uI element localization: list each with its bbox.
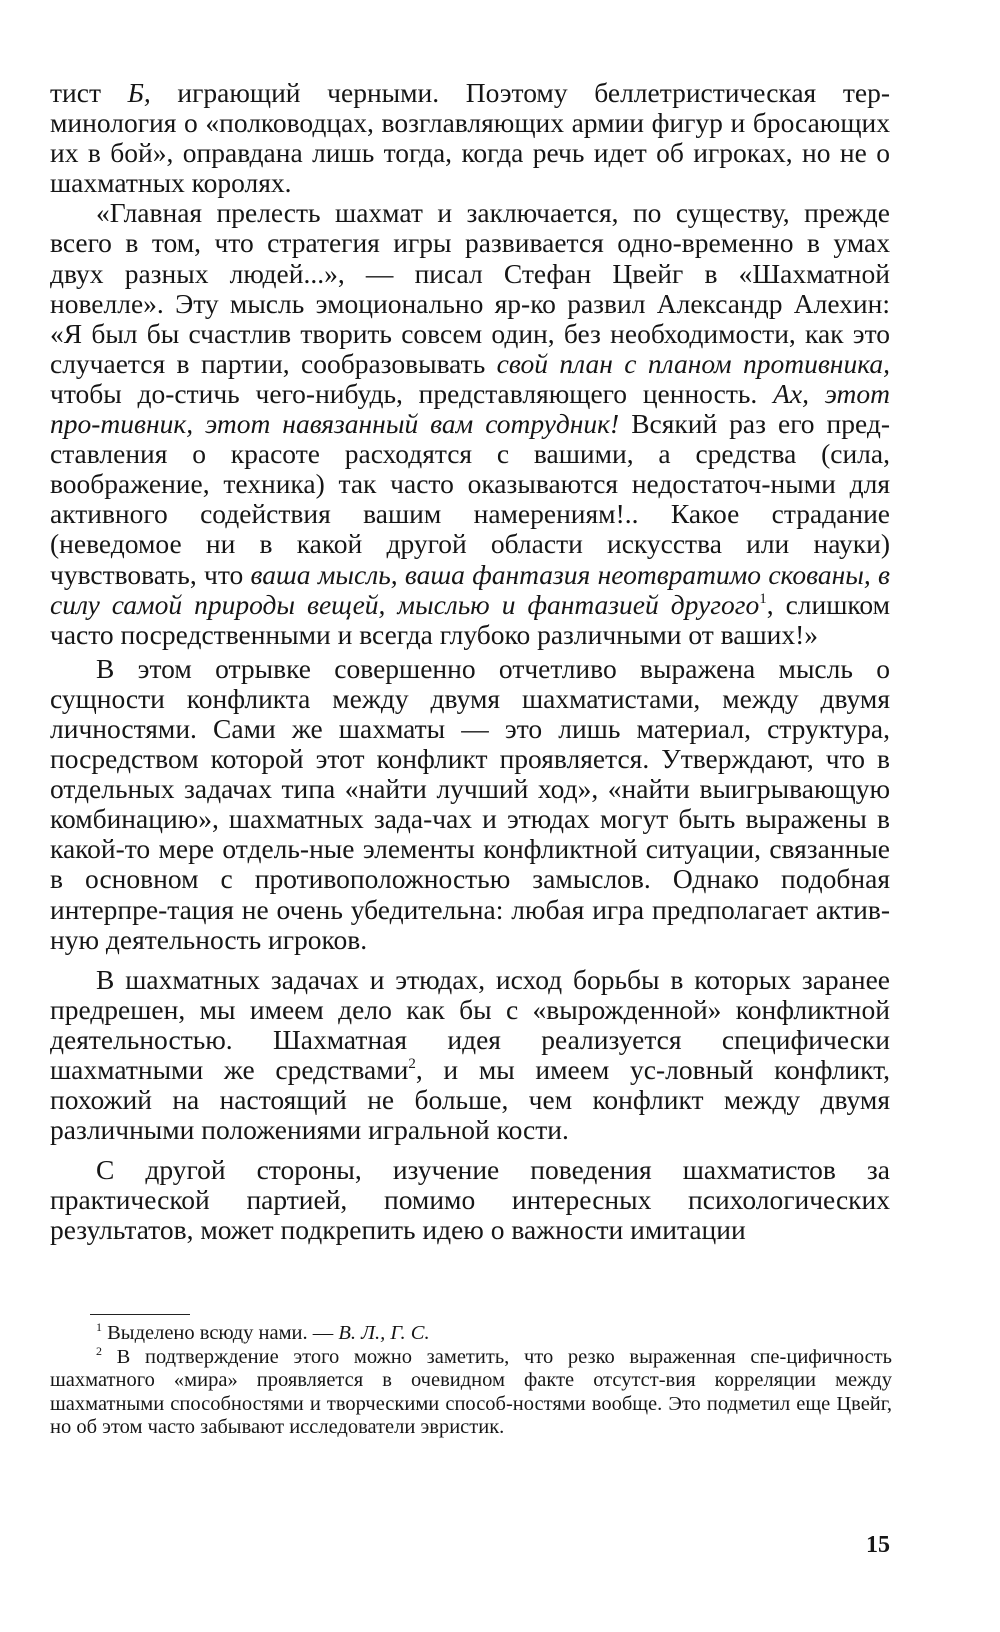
footnote-divider — [90, 1314, 190, 1315]
paragraph-continuation: тист Б, играющий черными. Поэтому беллетристическая тер-минология о «полководцах, возглавляющих армии фигур и бросающих их в бой», оправдана лишь тогда, когда речь идет об игроках, но не о шахматных королях. — [50, 77, 890, 199]
paragraph: В этом отрывке совершенно отчетливо выражена мысль о сущности конфликта между двумя шахматистами, между двумя личностями. Сами же шахматы — это лишь материал, структура, посредством которой этот конфликт проявляется. Утверждают, что в отдельных задачах типа «найти лучший ход», «найти выигрывающую комбинацию», шахматных зада-чах и этюдах могут быть выражены в какой-то мере отдель-ные элементы конфликтной ситуации, связанные в основном с противоположностью замыслов. Однако подобная интерпре-тация не очень убедительна: любая игра предполагает актив-ную деятельность игроков. — [50, 652, 890, 955]
main-text — [50, 78, 890, 1246]
italic-phrase: свой план с планом противника, — [496, 347, 891, 379]
footnote-ref: 1 — [759, 590, 767, 607]
paragraph: В шахматных задачах и этюдах, исход борьбы в которых заранее предрешен, мы имеем дело как бы с «вырожденной» конфликтной деятельностью. Шахматная идея реализуется специфически шахматными же средствами$^2$, и мы имеем ус-ловный конфликт, похожий на настоящий не больше, чем конфликт между двумя различными положениями игральной кости. — [50, 963, 890, 1146]
footnote-ref: 2 — [408, 1056, 416, 1072]
italic-phrase: Ах, этот про-тивник, этот навязанный вам сотрудник! — [50, 377, 890, 440]
footnote: $^1$ Выделено всюду нами. — В. Л., Г. С. — [96, 1320, 430, 1344]
footnote-marker: 2 — [96, 1343, 102, 1358]
paragraph: С другой стороны, изучение поведения шахматистов за практической партией, помимо интересных психологических результатов, может подкрепить идею о важности имитации — [50, 1154, 890, 1246]
page-number: 15 — [866, 1532, 890, 1558]
italic-phrase: ваша мысль, ваша фантазия неотвратимо скованы, в силу самой природы вещей, мыслью и фантазией другого — [50, 558, 890, 620]
footnote-marker: 1 — [96, 1320, 102, 1334]
paragraph-quote: «Главная прелесть шахмат и заключается, по существу, прежде всего в том, что стратегия игры развивается одно-временно в умах двух разных людей...», — писал Стефан Цвейг в «Шахматной новелле». Эту мысль эмоционально яр-ко развил Александр Алехин: «Я был бы счастлив творить совсем один, без необходимости, как это случается в партии, сообразовывать свой план с планом противника, чтобы до-стичь чего-нибудь, представляющего ценность. Ах, этот про-тивник, этот навязанный вам сотрудник! Всякий раз его пред-ставления о красоте расходятся с вашими, а средства (сила, воображение, техника) так часто оказываются недостаточ-ными для активного содействия вашим намерениям!.. Какое страдание (неведомое ни в какой другой области искусства или науки) чувствовать, что ваша мысль, ваша фантазия неотвратимо скованы, в силу самой природы вещей, мыслью и фантазией другого$^1$, слишком часто посредственными и всегда глубоко различными от ваших!» — [50, 197, 891, 650]
italic-letter: Б, — [127, 77, 151, 108]
footnote: $^2$ В подтверждение этого можно заметить, что резко выраженная спе-цифичность шахматного «мира» проявляется в очевидном факте отсутст-вия корреляции между шахматными способностями и творческими способ-ностями вообще. Это подметил еще Цвейг, но об этом часто забывают исследователи эвристик. — [50, 1343, 892, 1439]
italic-initials: В. Л., Г. С. — [338, 1322, 430, 1344]
footnotes — [50, 1322, 892, 1440]
